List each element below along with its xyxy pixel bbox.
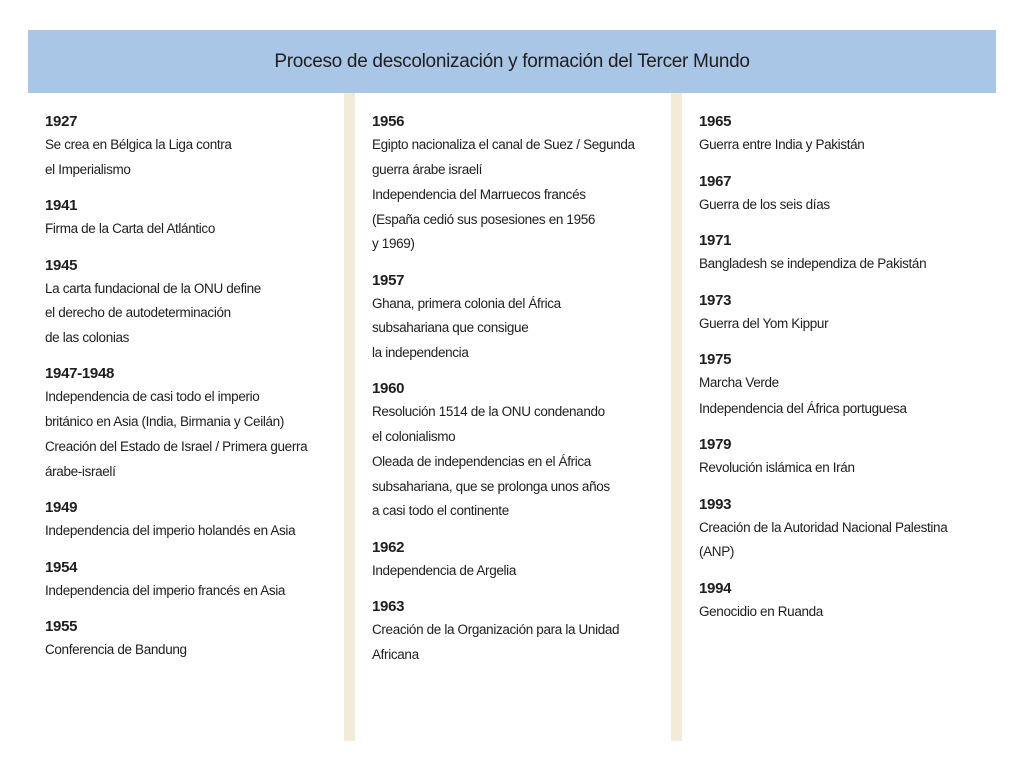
- column-separator: [671, 93, 682, 741]
- entry-description: Creación del Estado de Israel / Primera guerra árabe-israelí: [45, 439, 308, 479]
- entry-description: Guerra de los seis días: [699, 196, 830, 212]
- entry-year: 1963: [372, 598, 405, 615]
- entry-year: 1993: [699, 495, 732, 513]
- entry-description: Se crea en Bélgica la Liga contra el Imperialismo: [45, 137, 232, 177]
- timeline-entry: [699, 230, 999, 277]
- entry-description: Conferencia de Bandung: [45, 642, 187, 657]
- timeline-entry: [45, 195, 345, 242]
- entry-description: Firma de la Carta del Atlántico: [45, 221, 215, 236]
- page-title: Proceso de descolonización y formación del Tercer Mundo: [274, 50, 750, 72]
- entry-description: La carta fundacional de la ONU define el derecho de autodeterminación de las colonias: [45, 280, 261, 345]
- entry-year: 1954: [45, 558, 78, 576]
- timeline-entry: [372, 378, 672, 524]
- timeline-entry: [372, 111, 672, 257]
- timeline-entry: [699, 494, 999, 565]
- entry-description: Independencia de Argelia: [372, 562, 516, 578]
- timeline-entry: [372, 270, 672, 366]
- timeline-entry: [45, 557, 345, 604]
- entry-year: 1941: [45, 197, 78, 214]
- entry-description: Genocidio en Ruanda: [699, 603, 823, 619]
- entry-year: 1994: [699, 579, 732, 597]
- entry-year: 1979: [699, 436, 732, 453]
- entry-year: 1971: [699, 232, 732, 249]
- entry-year: 1927: [45, 113, 78, 130]
- timeline-column-3: [699, 111, 999, 637]
- timeline-column-1: [45, 111, 345, 676]
- entry-year: 1967: [699, 172, 732, 190]
- entry-year: 1956: [372, 113, 405, 130]
- entry-year: 1975: [699, 351, 732, 368]
- timeline-entry: [372, 596, 672, 667]
- timeline-entry: [45, 111, 345, 182]
- entry-year: 1947-1948: [45, 365, 115, 382]
- entry-description: Marcha Verde: [699, 375, 779, 390]
- entry-year: 1957: [372, 271, 405, 289]
- entry-year: 1945: [45, 256, 78, 274]
- entry-year: 1955: [45, 618, 78, 635]
- entry-year: 1962: [372, 538, 405, 556]
- entry-description: Independencia del África portuguesa: [699, 400, 907, 416]
- timeline-entry: [699, 578, 999, 625]
- entry-description: Independencia del imperio francés en Asia: [45, 582, 286, 598]
- entry-description: Revolución islámica en Irán: [699, 460, 855, 475]
- entry-year: 1973: [699, 291, 732, 309]
- entry-description: Ghana, primera colonia del África subsahariana que consigue la independencia: [372, 295, 561, 360]
- entry-description: Independencia de casi todo el imperio británico en Asia (India, Birmania y Ceilán): [45, 389, 284, 429]
- entry-description: Bangladesh se independiza de Pakistán: [699, 256, 927, 271]
- column-separator: [344, 93, 355, 741]
- entry-description: Guerra entre India y Pakistán: [699, 137, 865, 152]
- header-banner: [28, 30, 996, 93]
- entry-description: Oleada de independencias en el África subsahariana, que se prolonga unos años a casi todo el continente: [372, 454, 610, 518]
- entry-description: Egipto nacionaliza el canal de Suez / Segunda guerra árabe israelí: [372, 137, 635, 177]
- timeline-column-2: [372, 111, 672, 680]
- timeline-entry: [45, 497, 345, 544]
- timeline-entry: [699, 290, 999, 337]
- entry-description: Resolución 1514 de la ONU condenando el colonialismo: [372, 404, 605, 444]
- entry-description: Creación de la Autoridad Nacional Palestina (ANP): [699, 519, 948, 559]
- entry-description: Creación de la Organización para la Unidad Africana: [372, 622, 620, 662]
- entry-description: Independencia del Marruecos francés (España cedió sus posesiones en 1956 y 1969): [372, 187, 596, 251]
- timeline-entry: [45, 255, 345, 351]
- entry-description: Independencia del imperio holandés en Asia: [45, 523, 296, 538]
- timeline-entry: [45, 363, 345, 484]
- timeline-entry: [699, 171, 999, 218]
- entry-description: Guerra del Yom Kippur: [699, 315, 829, 331]
- timeline-entry: [372, 537, 672, 584]
- timeline-entry: [699, 434, 999, 481]
- timeline-entry: [699, 349, 999, 421]
- entry-year: 1949: [45, 499, 78, 516]
- timeline-entry: [45, 616, 345, 663]
- timeline-entry: [699, 111, 999, 158]
- entry-year: 1960: [372, 380, 405, 397]
- entry-year: 1965: [699, 113, 732, 130]
